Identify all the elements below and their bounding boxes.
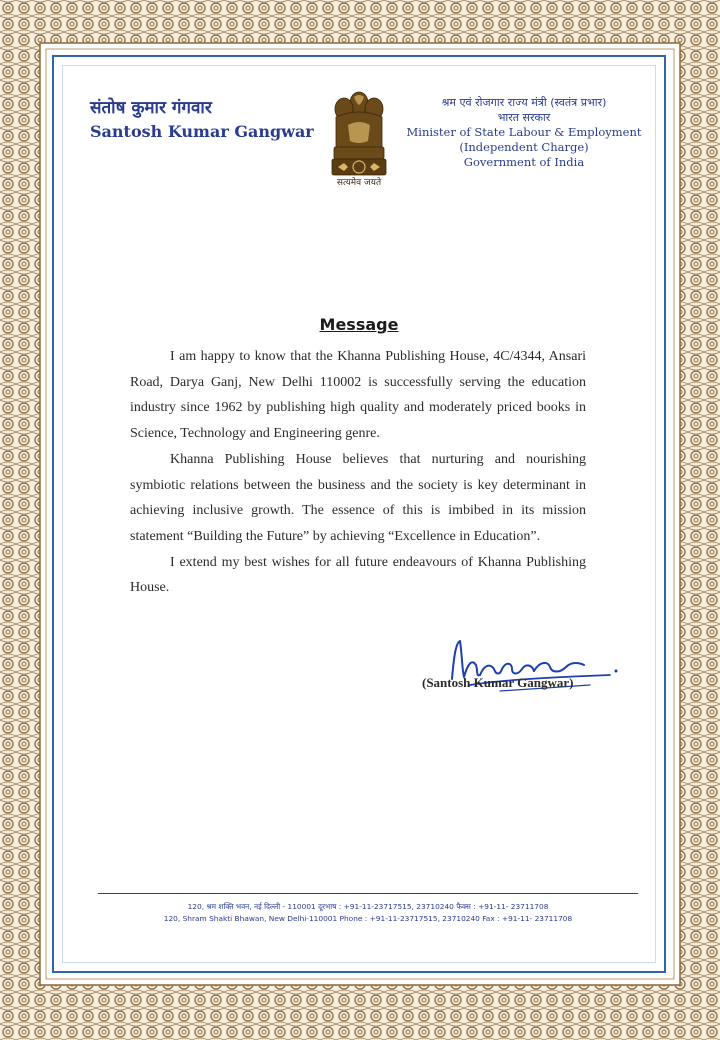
message-paragraph: Khanna Publishing House believes that nurturing and nourishing symbiotic relations between the business and the society is key determinant in achieving inclusive growth. The essence of this is imbibed in its mission statement “Building the Future” by achieving “Excellence in Education”. <box>130 451 586 544</box>
name-hindi: संतोष कुमार गंगवार <box>90 98 212 118</box>
message-paragraph: I am happy to know that the Khanna Publishing House, 4C/4344, Ansari Road, Darya Ganj, New Delhi 110002 is successfully serving the education industry since 1962 by publishing high quality and moderately priced books in Science, Technology and Engineering genre. <box>130 349 586 442</box>
title-line-3: Government of India <box>463 155 585 169</box>
govt-hindi: भारत सरकार <box>497 111 551 124</box>
title-line-2: (Independent Charge) <box>459 140 589 154</box>
name-english: Santosh Kumar Gangwar <box>90 122 314 141</box>
footer-line-hindi: 120, श्रम शक्ति भवन, नई दिल्ली - 110001 दूरभाष : +91-11-23717515, 23710240 फैक्स : +91-11- 23711708 <box>187 902 549 911</box>
footer-line-english: 120, Shram Shakti Bhawan, New Delhi-110001 Phone : +91-11-23717515, 23710240 Fax : +91-11- 23711708 <box>163 914 573 923</box>
signatory-name: (Santosh Kumar Gangwar) <box>422 675 574 690</box>
footer-address <box>98 901 638 925</box>
title-hindi: श्रम एवं रोजगार राज्य मंत्री (स्वतंत्र प्रभार) <box>441 96 607 109</box>
emblem-motto: सत्यमेव जयते <box>336 178 382 188</box>
title-line-1: Minister of State Labour & Employment <box>406 125 642 139</box>
message-paragraph: I extend my best wishes for all future endeavours of Khanna Publishing House. <box>130 554 586 596</box>
letterhead-name <box>90 97 314 143</box>
letter-page <box>52 55 666 973</box>
minister-title-block <box>406 95 642 170</box>
message-heading: Message <box>319 315 399 334</box>
footer-divider <box>98 893 638 894</box>
message-body <box>130 344 586 601</box>
